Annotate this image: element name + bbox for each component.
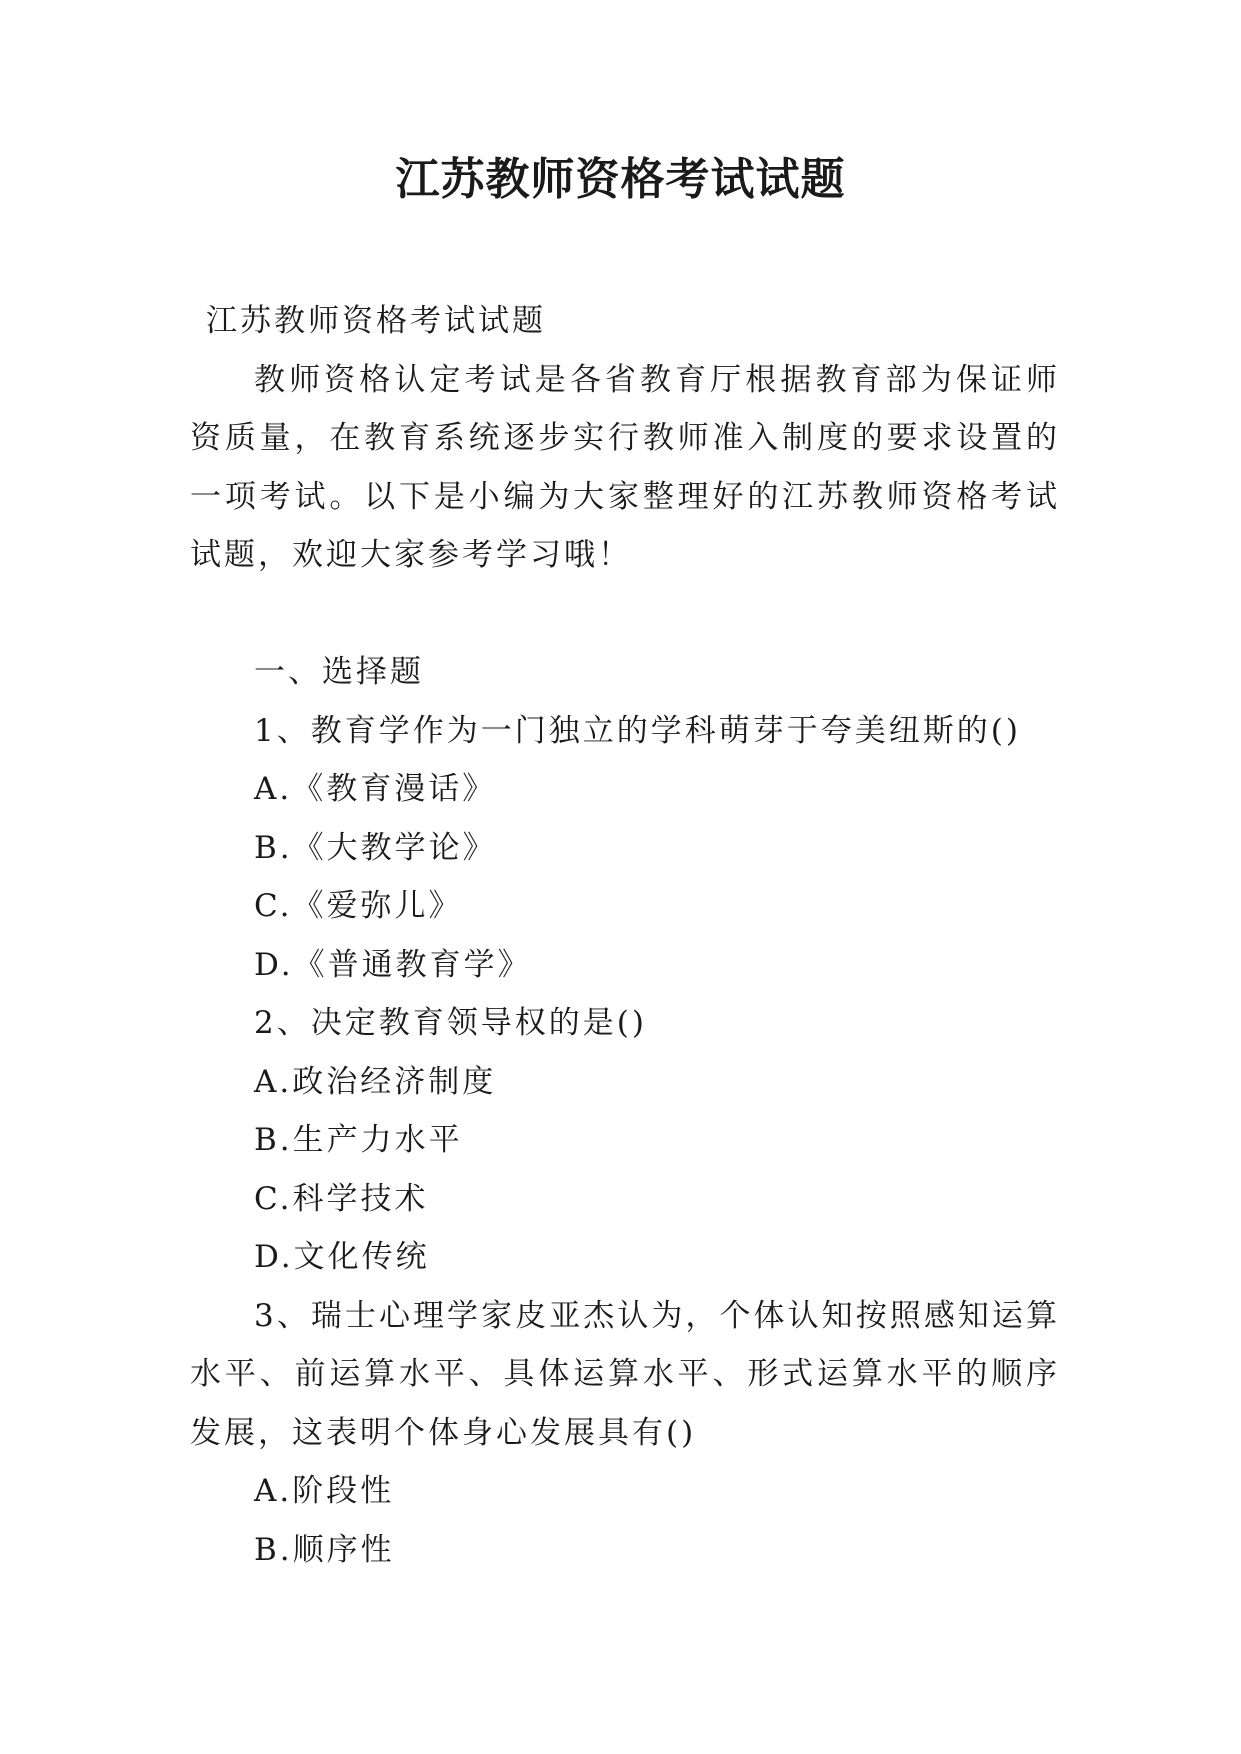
question-2-option-a: A.政治经济制度 [254,1063,497,1100]
document-subtitle: 江苏教师资格考试试题 [206,303,546,339]
question-2-option-b: B.生产力水平 [254,1122,463,1158]
question-3: 3、瑞士心理学家皮亚杰认为，个体认知按照感知运算水平、前运算水平、具体运算水平、形式运算水平的顺序发展，这表明个体身心发展具有() [190,1297,1060,1451]
question-3-option-a: A.阶段性 [254,1473,395,1509]
paragraph-spacer [190,585,1060,644]
question-1: 1、教育学作为一门独立的学科萌芽于夸美纽斯的() [254,712,1021,749]
question-2: 2、决定教育领导权的是() [254,1005,647,1041]
question-1-option-c: C.《爱弥儿》 [254,888,463,924]
question-2-option-c: C.科学技术 [254,1180,429,1217]
question-1-option-a: A.《教育漫话》 [254,771,497,807]
section-heading: 一、选择题 [254,654,424,690]
document-body [190,292,1060,1579]
question-2-option-d: D.文化传统 [254,1239,430,1275]
document-title: 江苏教师资格考试试题 [395,154,846,205]
question-1-option-d: D.《普通教育学》 [254,946,532,983]
question-3-option-b: B.顺序性 [254,1531,395,1568]
question-1-option-b: B.《大教学论》 [254,829,497,866]
intro-paragraph: 教师资格认定考试是各省教育厅根据教育部为保证师资质量，在教育系统逐步实行教师准入制度的要求设置的一项考试。以下是小编为大家整理好的江苏教师资格考试试题，欢迎大家参考学习哦！ [190,361,1060,573]
